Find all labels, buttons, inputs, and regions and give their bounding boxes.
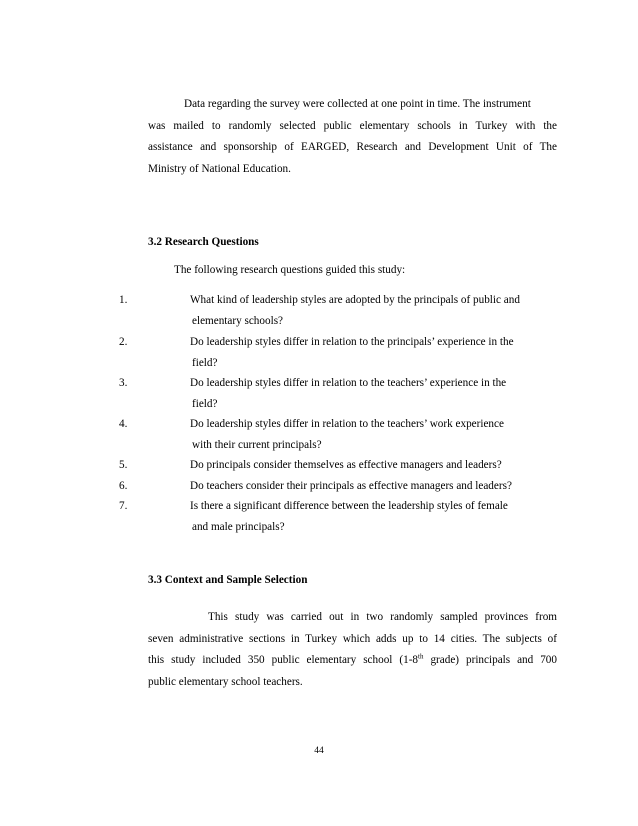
paragraph-line xyxy=(148,650,557,672)
line-text: grade) principals and 700 xyxy=(423,654,557,667)
question-text-continued: elementary schools? xyxy=(192,315,284,327)
question-text: Do leadership styles differ in relation to the teachers’ experience in the xyxy=(190,377,507,389)
research-questions-intro: The following research questions guided this study: xyxy=(174,264,406,276)
question-text-continued: field? xyxy=(192,398,218,410)
question-text-continued: field? xyxy=(192,357,218,369)
question-number: 3. xyxy=(119,377,128,389)
superscript: th xyxy=(418,652,424,661)
paragraph-line: was mailed to randomly selected public elementary schools in Turkey with the xyxy=(148,119,557,132)
question-text-continued: with their current principals? xyxy=(192,439,322,451)
question-number: 5. xyxy=(119,459,128,471)
paragraph-line: seven administrative sections in Turkey which adds up to 14 cities. The subjects of xyxy=(148,632,557,645)
paragraph-line: This study was carried out in two randomly sampled provinces from xyxy=(208,611,557,623)
context-paragraph xyxy=(148,607,557,694)
question-text: Do leadership styles differ in relation to the principals’ experience in the xyxy=(190,336,514,348)
question-text-continued: and male principals? xyxy=(192,521,285,533)
question-text: What kind of leadership styles are adopted by the principals of public and xyxy=(190,294,520,306)
paragraph-line: Data regarding the survey were collected at one point in time. The instrument xyxy=(184,98,531,110)
section-heading-3-2: 3.2 Research Questions xyxy=(148,236,259,248)
paragraph-line: Ministry of National Education. xyxy=(148,163,291,176)
question-text: Do teachers consider their principals as effective managers and leaders? xyxy=(190,480,512,492)
question-text: Do principals consider themselves as effective managers and leaders? xyxy=(190,459,502,471)
question-text: Do leadership styles differ in relation to the teachers’ work experience xyxy=(190,418,504,430)
question-text: Is there a significant difference between the leadership styles of female xyxy=(190,500,508,512)
intro-paragraph xyxy=(148,94,557,181)
paragraph-line: assistance and sponsorship of EARGED, Research and Development Unit of The xyxy=(148,141,557,154)
question-number: 2. xyxy=(119,336,128,348)
question-number: 4. xyxy=(119,418,128,430)
page-number: 44 xyxy=(314,746,324,756)
section-heading-3-3: 3.3 Context and Sample Selection xyxy=(148,574,308,586)
line-text: this study included 350 public elementary school (1-8 xyxy=(148,654,419,667)
question-number: 7. xyxy=(119,500,128,512)
paragraph-line: public elementary school teachers. xyxy=(148,676,303,689)
question-number: 6. xyxy=(119,480,128,492)
question-number: 1. xyxy=(119,294,128,306)
